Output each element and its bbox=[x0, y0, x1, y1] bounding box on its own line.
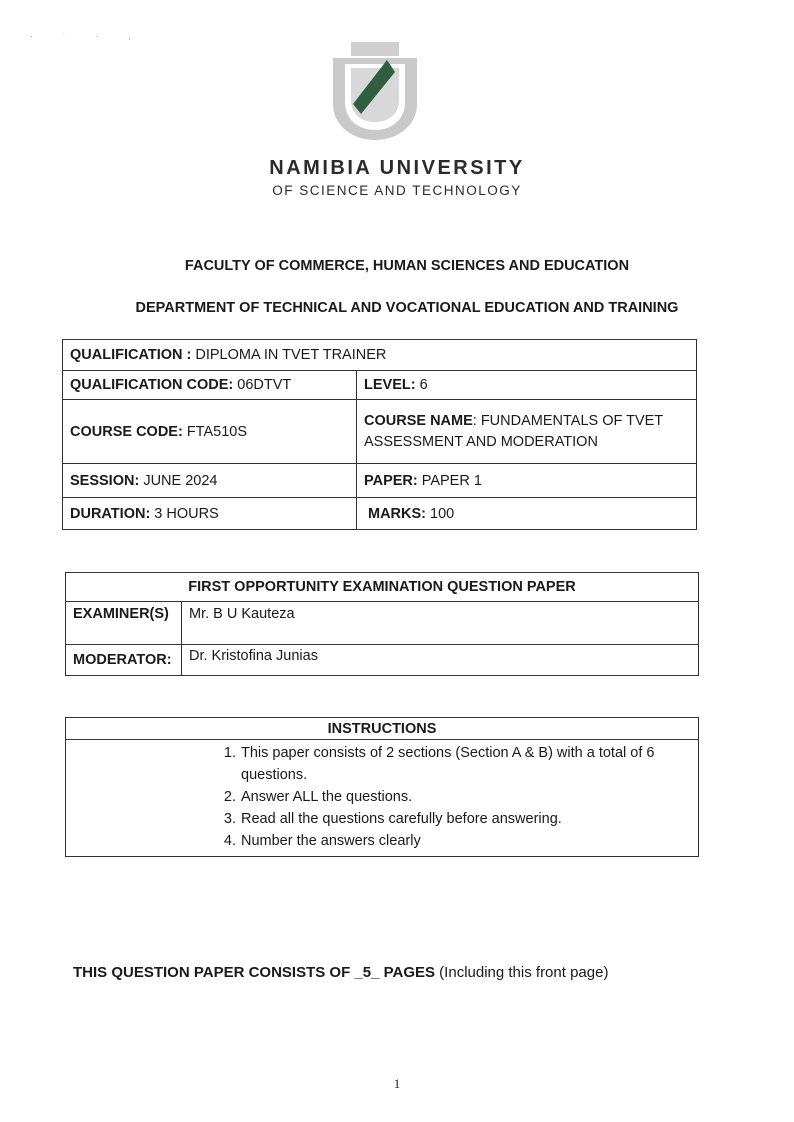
duration-value: 3 HOURS bbox=[150, 505, 219, 522]
marks-cell bbox=[357, 498, 697, 530]
duration-cell bbox=[63, 498, 357, 530]
examiner-label: EXAMINER(S) bbox=[66, 602, 182, 645]
faculty-heading: FACULTY OF COMMERCE, HUMAN SCIENCES AND EDUCATION bbox=[184, 258, 630, 274]
qualification-code-cell bbox=[63, 371, 357, 400]
qualification-code-label: QUALIFICATION CODE: bbox=[70, 377, 234, 393]
course-code-label: COURSE CODE: bbox=[70, 423, 183, 440]
session-label: SESSION: bbox=[70, 472, 140, 489]
instructions-title: INSTRUCTIONS bbox=[66, 718, 699, 740]
department-heading: DEPARTMENT OF TECHNICAL AND VOCATIONAL EDUCATION AND TRAINING bbox=[135, 300, 679, 316]
exam-title: FIRST OPPORTUNITY EXAMINATION QUESTION PAPER bbox=[66, 573, 699, 602]
instruction-item: 1. This paper consists of 2 sections (Section A & B) with a total of 6 questions. bbox=[223, 745, 655, 783]
paper-label: PAPER: bbox=[364, 472, 418, 489]
university-shield-logo bbox=[331, 42, 419, 140]
instructions-body bbox=[66, 740, 699, 857]
instruction-item: 4. Number the answers clearly bbox=[223, 833, 421, 849]
level-value: 6 bbox=[415, 377, 428, 393]
page-count-bold: THIS QUESTION PAPER CONSISTS OF _5_ PAGES bbox=[73, 964, 436, 981]
moderator-value: Dr. Kristofina Junias bbox=[182, 645, 699, 676]
instructions-table bbox=[65, 717, 699, 857]
session-cell bbox=[63, 464, 357, 498]
level-label: LEVEL: bbox=[364, 377, 416, 393]
marks-label: MARKS: bbox=[368, 505, 426, 522]
course-code-cell bbox=[63, 400, 357, 464]
course-name-value: : FUNDAMENTALS OF TVET ASSESSMENT AND MODERATION bbox=[364, 412, 663, 450]
instruction-item: 3. Read all the questions carefully before answering. bbox=[223, 811, 562, 827]
university-name: NAMIBIA UNIVERSITY bbox=[269, 157, 525, 179]
moderator-label: MODERATOR: bbox=[66, 645, 182, 676]
course-details-table bbox=[62, 339, 697, 530]
scan-specks: · ˙ · , bbox=[30, 32, 145, 41]
instruction-item: 2. Answer ALL the questions. bbox=[223, 789, 413, 805]
qualification-code-value: 06DTVT bbox=[233, 377, 292, 393]
course-code-value: FTA510S bbox=[182, 423, 247, 440]
qualification-label: QUALIFICATION : bbox=[70, 347, 192, 363]
paper-cell bbox=[357, 464, 697, 498]
level-cell bbox=[357, 371, 697, 400]
duration-label: DURATION: bbox=[70, 505, 151, 522]
page-count-statement bbox=[73, 964, 608, 981]
qualification-value: DIPLOMA IN TVET TRAINER bbox=[191, 347, 387, 363]
paper-value: PAPER 1 bbox=[417, 472, 482, 489]
session-value: JUNE 2024 bbox=[139, 472, 218, 489]
university-subtitle: OF SCIENCE AND TECHNOLOGY bbox=[272, 183, 522, 198]
examiner-value: Mr. B U Kauteza bbox=[182, 602, 699, 645]
qualification-cell bbox=[63, 340, 697, 371]
course-name-label: COURSE NAME bbox=[364, 412, 473, 429]
examination-info-table bbox=[65, 572, 699, 676]
marks-value: 100 bbox=[426, 505, 455, 522]
instructions-list bbox=[66, 742, 698, 852]
course-name-cell bbox=[357, 400, 697, 464]
page-count-note: (Including this front page) bbox=[435, 964, 609, 981]
page-number: 1 bbox=[393, 1076, 401, 1091]
